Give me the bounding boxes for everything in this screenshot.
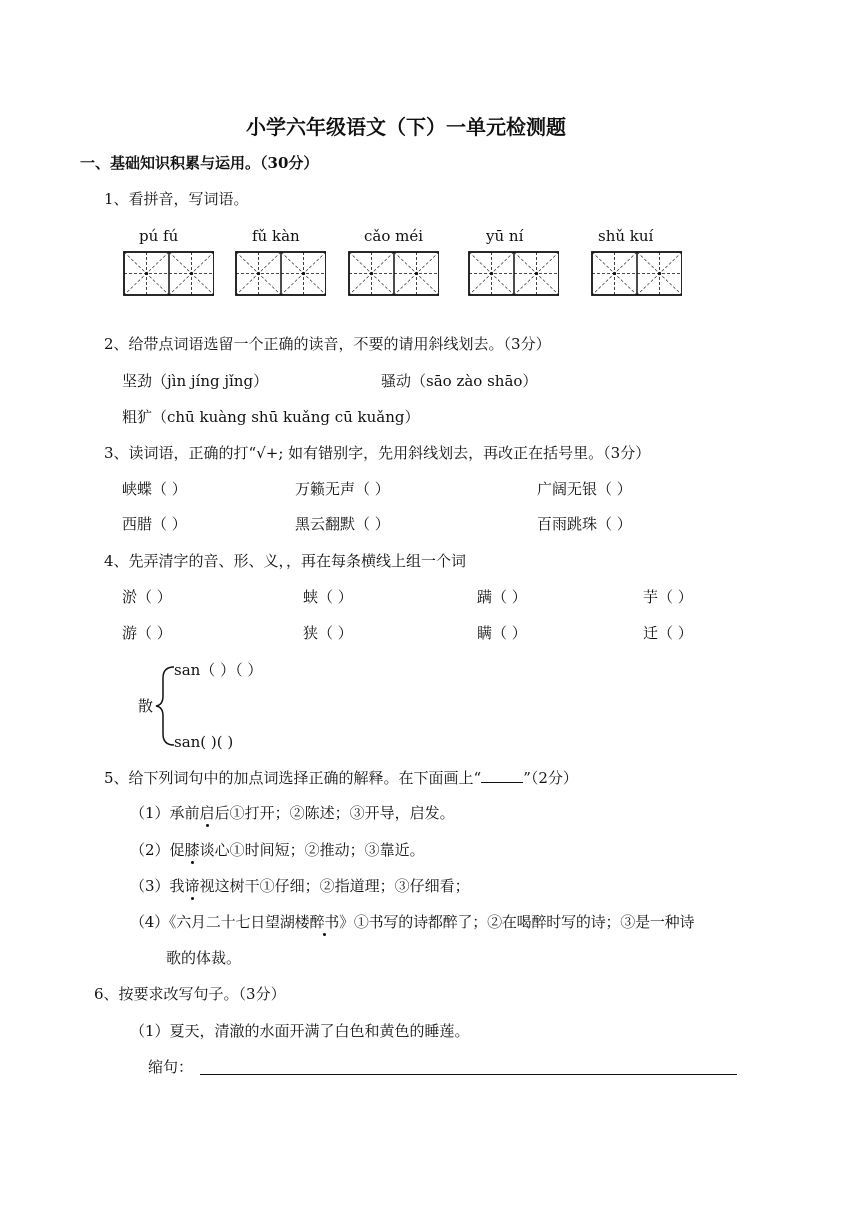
writing-grid-4[interactable]: [468, 251, 559, 296]
grid-center-dot: [190, 272, 193, 275]
q3-item: 峡蝶（ ）: [122, 480, 187, 498]
q4-item: 游（ ）: [122, 624, 172, 642]
dotted-word: 启: [199, 804, 215, 822]
q4-item: 蛱（ ）: [303, 588, 353, 606]
q4-item: 蹒（ ）: [477, 588, 527, 606]
dotted-word: 膝: [184, 841, 200, 859]
writing-grid-2[interactable]: [235, 251, 326, 296]
pinyin-label: pú fú: [139, 227, 179, 245]
brace-icon: [154, 664, 176, 748]
pinyin-label: yū ní: [486, 227, 524, 245]
question-1: 1、看拼音，写词语。: [104, 190, 249, 208]
page-title: 小学六年级语文（下）一单元检测题: [246, 115, 566, 139]
pinyin-label: fǔ kàn: [252, 227, 300, 245]
q2-item: 粗犷（chū kuàng shū kuǎng cū kuǎng）: [122, 408, 420, 426]
pinyin-label: shǔ kuí: [598, 227, 654, 245]
q3-item: 万籁无声（ ）: [295, 480, 390, 498]
question-5-text: 5、给下列词句中的加点词选择正确的解释。在下面画上“: [104, 769, 482, 787]
q2-item: 骚动（sāo zào shāo）: [381, 372, 538, 390]
q4-item: 芋（ ）: [643, 588, 693, 606]
question-6: 6、按要求改写句子。（3分）: [94, 985, 286, 1003]
q3-item: 百雨跳珠（ ）: [537, 515, 632, 533]
q5-item: （1）承前启后①打开；②陈述；③开导，启发。: [130, 804, 455, 822]
grid-center-dot: [370, 272, 373, 275]
section-heading: 一、基础知识积累与运用。（30分）: [80, 154, 319, 172]
dotted-word: 醉书: [309, 913, 340, 931]
answer-line[interactable]: [200, 1074, 737, 1075]
q3-item: 西腊（ ）: [122, 515, 187, 533]
san-reading-2: san( )( ): [174, 733, 234, 751]
writing-grid-3[interactable]: [348, 251, 439, 296]
answer-label: 缩句：: [148, 1058, 194, 1076]
q3-item: 黑云翻默（ ）: [295, 515, 390, 533]
grid-center-dot: [658, 272, 661, 275]
q4-item: 迁（ ）: [643, 624, 693, 642]
q3-item: 广阔无银（ ）: [537, 480, 632, 498]
question-3: 3、读词语，正确的打“√+; 如有错别字，先用斜线划去，再改正在括号里。（3分）: [104, 444, 651, 462]
q6-sentence: （1）夏天，清澈的水面开满了白色和黄色的睡莲。: [130, 1022, 470, 1040]
q5-item: （2）促膝谈心①时间短；②推动；③靠近。: [130, 841, 425, 859]
writing-grid-1[interactable]: [123, 251, 214, 296]
grid-center-dot: [535, 272, 538, 275]
grid-center-dot: [145, 272, 148, 275]
san-reading-1: san（ ）（ ）: [174, 661, 263, 679]
grid-center-dot: [302, 272, 305, 275]
question-5: [104, 767, 578, 788]
q4-item: 瞒（ ）: [477, 624, 527, 642]
grid-center-dot: [613, 272, 616, 275]
dotted-word: 谛: [184, 877, 200, 895]
q2-item: 坚劲（jìn jíng jǐng）: [122, 372, 269, 390]
grid-center-dot: [257, 272, 260, 275]
question-5-score: ”（2分）: [523, 769, 578, 787]
pinyin-label: cǎo méi: [364, 227, 424, 245]
grid-center-dot: [415, 272, 418, 275]
writing-grid-5[interactable]: [591, 251, 682, 296]
q4-item: 淤（ ）: [122, 588, 172, 606]
answer-blank: [481, 767, 523, 783]
san-character: 散: [138, 697, 154, 715]
q5-item-continued: 歌的体裁。: [166, 949, 242, 967]
question-4: 4、先弄清字的音、形、义，，再在每条横线上组一个词: [104, 552, 467, 570]
q4-item: 狭（ ）: [303, 624, 353, 642]
question-2: 2、给带点词语选留一个正确的读音，不要的请用斜线划去。（3分）: [104, 335, 551, 353]
q5-item: （3）我谛视这树干①仔细；②指道理；③仔细看；: [130, 877, 470, 895]
grid-center-dot: [490, 272, 493, 275]
q5-item: （4）《六月二十七日望湖楼醉书》①书写的诗都醉了；②在喝醉时写的诗；③是一种诗: [130, 913, 695, 931]
